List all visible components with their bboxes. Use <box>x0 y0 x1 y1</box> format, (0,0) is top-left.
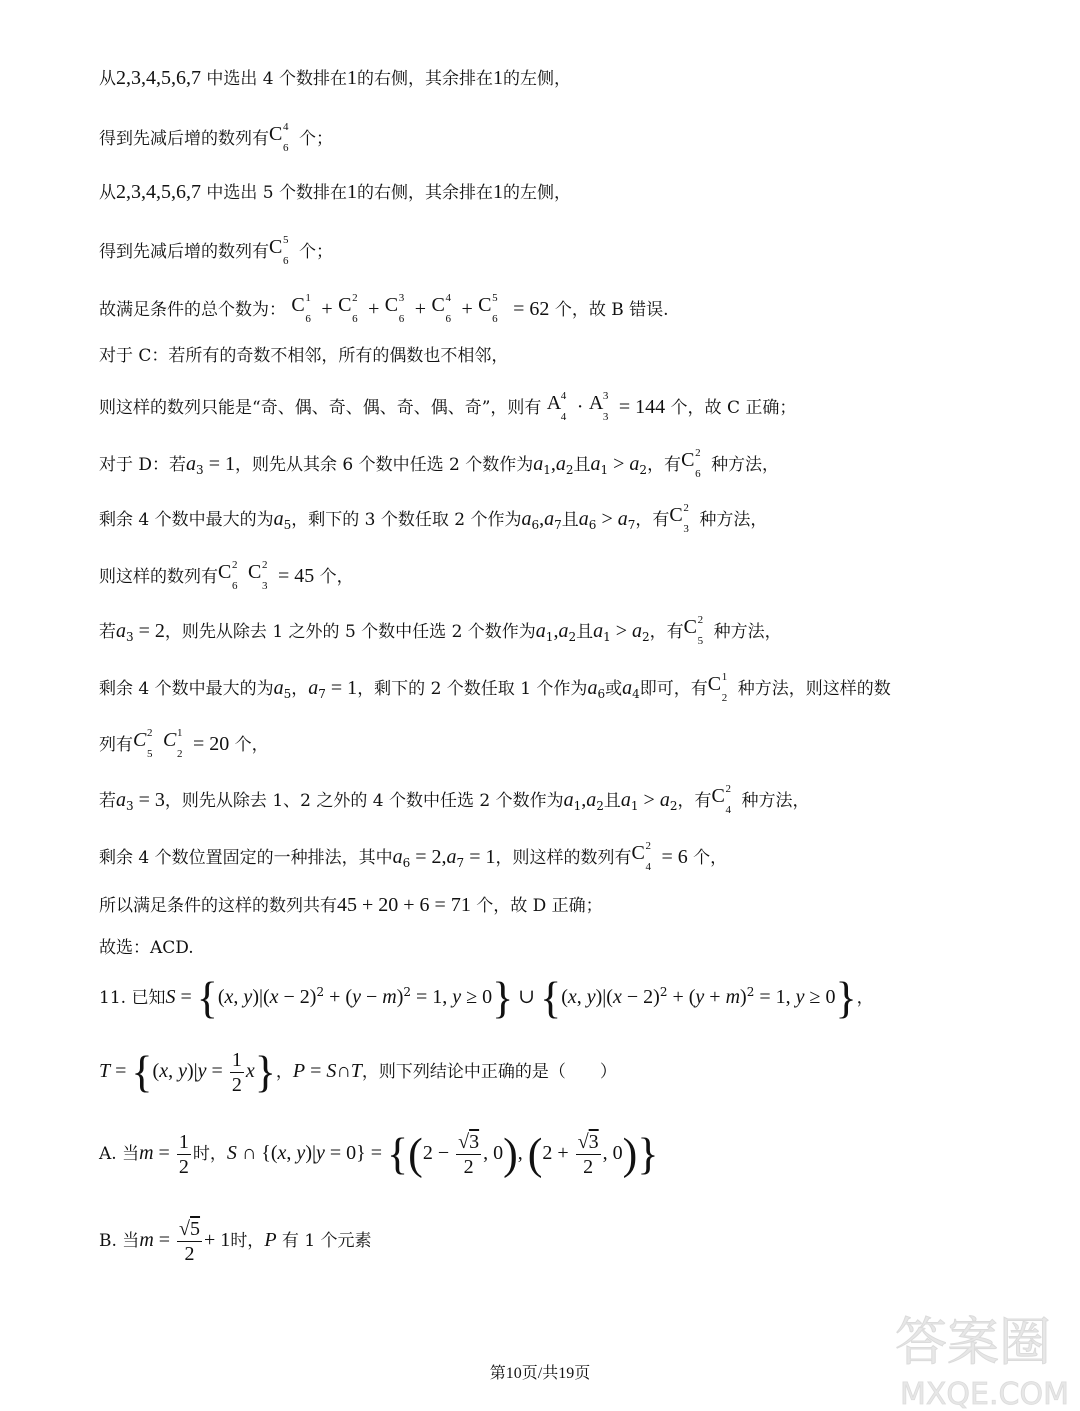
text-line: 所以满足条件的这样的数列共有45 + 20 + 6 = 71 个，故 D 正确； <box>99 894 603 916</box>
text-line: 列有 C 2 5 C 1 2 = 20 个， <box>99 727 269 760</box>
text-line: 则这样的数列有 C 2 6 C 2 3 = 45 个， <box>99 559 354 592</box>
svg-text:MXQE.COM: MXQE.COM <box>900 1377 1069 1410</box>
text-line: 剩余 4 个数中最大的为$a_5$，剩下的 3 个数任取 2 个作为$a_6,a_7$且$a_6 > a_7$，有 C 2 3 种方法， <box>99 502 768 535</box>
text-line: 若$a_3 = 3$，则先从除去 1、2 之外的 4 个数中任选 2 个数作为$a_1,a_2$且$a_1 > a_2$，有 C 2 4 种方法， <box>99 783 810 816</box>
problem-11-statement: T = {(x, y)|y = $\frac{1}{2}$ x}，P = S∩T，则下列结论中正确的是（ ） <box>99 1047 617 1097</box>
line-text: 从 <box>99 69 116 89</box>
page-number-footer: 第10页/共19页 <box>489 1365 591 1382</box>
text-line: 得到先减后增的数列有 C 5 6 个； <box>99 234 333 267</box>
text-line: 得到先减后增的数列有 C 4 6 个； <box>99 121 333 154</box>
text-line: 剩余 4 个数中最大的为$a_5$，$a_7 = 1$，剩下的 2 个数任取 1 个作为$a_6$或$a_4$即可，有 C 1 2 种方法，则这样的数 <box>99 671 891 704</box>
text-line: 对于 D：若$a_3 = 1$，则先从其余 6 个数中任选 2 个数作为$a_1,a_2$且$a_1 > a_2$，有 C 2 6 种方法， <box>99 447 780 480</box>
text-line: 故选：ACD. <box>99 938 194 958</box>
option-b: B. 当m = $\frac{√5}{2}$ + 1时，P 有 1 个元素 <box>99 1218 372 1265</box>
text-line: 对于 C：若所有的奇数不相邻，所有的偶数也不相邻， <box>99 346 509 366</box>
text-line: 则这样的数列只能是“奇、偶、奇、偶、奇、偶、奇”，则有 A 4 4 · A 3 3 = 144 个，故 C 正确； <box>99 390 797 423</box>
text-line: 从2,3,4,5,6,7 中选出 4 个数排在1的右侧，其余排在1的左侧， <box>99 67 572 89</box>
svg-text:答案圈: 答案圈 <box>895 1313 1052 1373</box>
text-line: 剩余 4 个数位置固定的一种排法，其中$a_6 = 2,a_7 = 1$，则这样的数列有 C 2 4 = 6 个， <box>99 840 728 873</box>
option-a: A. 当m = $\frac{1}{2}$ 时，S ∩ {(x, y)|y = 0} = {(2 − $\frac{√3}{2}$ , 0), (2 + $\frac{√3}{2}$ , 0)} <box>99 1129 659 1179</box>
watermark-logo <box>890 1300 1080 1410</box>
problem-11-statement: 11. 已知S = {(x, $y)|(x - 2)^2 + (y - m)^2 = 1$, y ≥ 0} ∪ {(x, $y)|(x - 2)^2 + (y + m)^2 = 1$, y ≥ 0}， <box>99 973 874 1023</box>
text-line: 故满足条件的总个数为： C 1 6 + C 2 6 + C 3 6 + C 4 6 + C 5 6 = 62 个，故 B 错误. <box>99 292 669 325</box>
text-line: 从2,3,4,5,6,7 中选出 5 个数排在1的右侧，其余排在1的左侧， <box>99 181 572 203</box>
text-line: 若$a_3 = 2$，则先从除去 1 之外的 5 个数中任选 2 个数作为$a_1,a_2$且$a_1 > a_2$，有 C 2 5 种方法， <box>99 614 782 647</box>
